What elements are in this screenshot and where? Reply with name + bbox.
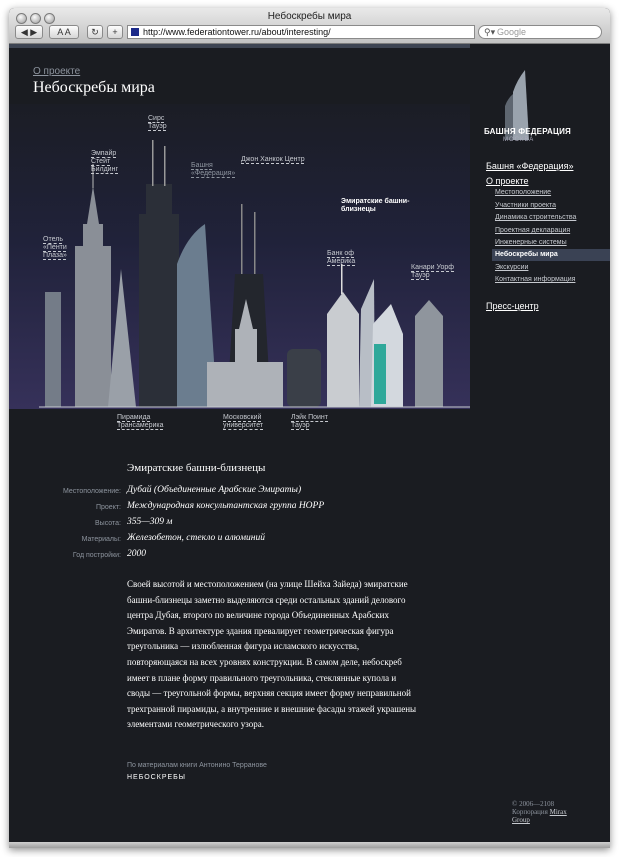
add-bookmark-button[interactable]: + (107, 25, 123, 39)
browser-window (9, 8, 610, 848)
field-value-year: 2000 (127, 549, 146, 559)
building-label-empire-state[interactable] (91, 150, 118, 174)
footer-company (512, 808, 567, 816)
sidebar-subitem-skyscrapers[interactable]: Небоскребы мира (492, 249, 610, 261)
building-transamerica (108, 269, 136, 407)
site-favicon-icon (131, 28, 139, 36)
back-forward-button[interactable]: ◀ ▶ (15, 25, 43, 39)
building-label-emirates[interactable] (341, 198, 409, 214)
field-label-location: Местоположение: (62, 488, 121, 495)
search-icon: ⚲▾ (484, 27, 496, 37)
sidebar-subitem-contacts[interactable]: Контактная информация (495, 276, 576, 283)
book-title: НЕБОСКРЕБЫ (127, 774, 186, 781)
label-text: Эмпайр Стейт Билдинг (91, 150, 119, 173)
sidebar-subitem-excursions[interactable]: Экскурсии (495, 264, 529, 271)
field-label-height: Высота: (95, 520, 121, 527)
sidebar-subitem-construction[interactable]: Динамика строительства (495, 214, 577, 221)
building-label-transamerica[interactable] (117, 414, 164, 430)
field-value-location: Дубай (Объединенные Арабские Эмираты) (127, 485, 302, 495)
field-value-materials: Железобетон, стекло и алюминий (127, 533, 265, 543)
label-text: Лэйк Поинт Тауэр (291, 414, 328, 429)
titlebar (9, 8, 610, 44)
field-label-project: Проект: (95, 504, 121, 511)
label-text: Банк оф Америка (327, 250, 356, 265)
sidebar-item-press-center[interactable]: Пресс-центр (486, 301, 539, 311)
skyline-illustration (9, 104, 470, 409)
building-empire-state (75, 164, 111, 407)
label-text: Джон Ханкок Центр (241, 156, 305, 163)
search-input[interactable] (478, 25, 602, 39)
address-bar[interactable] (127, 25, 475, 39)
source-note: По материалам книги Антонино Терранове (127, 762, 267, 769)
field-value-project: Международная консультантская группа НОРР (127, 501, 325, 511)
page-content (9, 44, 610, 842)
building-label-penta-plaza[interactable] (43, 236, 67, 260)
top-strip (9, 44, 470, 48)
page-title: Небоскребы мира (33, 79, 155, 96)
building-label-sears[interactable] (148, 115, 167, 131)
footer (512, 800, 567, 824)
description-text: Своей высотой и местоположением (на улице Шейха Зайеда) эмиратские башни-близнецы заметно выделяются среди остальных зданий делового центра Дубая, второго по величине города Объединенных Арабских Эмиратов. В архитектуре здания превалирует геометрическая фигура треугольника — излюбленная фигура исламского искусства, повторяющаяся на всех уровнях конструкции. В самом деле, небоскреб имеет в плане форму правильного треугольника, стеклянные купола и своды — треугольной формы, верхняя секция имеет форму неправильной трехгранной пирамиды, а внутренние и внешние фасады этажей украшены элементами геометрического узора. (127, 579, 417, 730)
building-emirates-towers (359, 279, 403, 407)
label-text: Отель «Пенти Плаза» (43, 236, 67, 259)
field-value-height: 355—309 м (127, 517, 173, 527)
field-label-materials: Материалы: (81, 536, 121, 543)
label-text: Московский университет (223, 414, 264, 429)
address-url: http://www.federationtower.ru/about/interesting/ (143, 27, 331, 37)
search-placeholder: Google (497, 27, 527, 37)
building-label-hancock[interactable] (241, 156, 305, 164)
footer-company-link[interactable]: Mirax (549, 808, 567, 816)
label-text: Сирс Тауэр (148, 115, 167, 130)
footer-company-prefix: Корпорация (512, 808, 548, 816)
field-label-year: Год постройки: (72, 552, 121, 559)
text-size-button[interactable]: A A (49, 25, 79, 39)
building-moscow-university (207, 299, 283, 407)
building-canary-wharf (415, 300, 443, 407)
reload-button[interactable]: ↻ (87, 25, 103, 39)
sidebar-subitem-declaration[interactable]: Проектная декларация (495, 227, 571, 234)
sidebar-subitem-engineering[interactable]: Инженерные системы (495, 239, 567, 246)
footer-company-link-2 (512, 816, 567, 824)
logo-city: МОСКВА (503, 137, 535, 143)
label-text: Канари Уорф Тауэр (411, 264, 455, 279)
sidebar-item-about-project[interactable]: О проекте (486, 176, 529, 186)
footer-years: © 2006—2108 (512, 800, 555, 808)
sidebar-subitem-participants[interactable]: Участники проекта (495, 202, 557, 209)
building-penta-plaza (45, 292, 61, 407)
building-bank-of-america (327, 264, 359, 407)
building-sears-tower (139, 140, 179, 407)
label-text: Пирамида Трансамерика (117, 414, 164, 429)
building-label-moscow-university[interactable] (223, 414, 263, 430)
window-bottom-bar (9, 842, 610, 848)
label-text: Башня «Федерация» (191, 162, 236, 177)
breadcrumb-link[interactable]: О проекте (33, 66, 81, 77)
building-label-lake-point[interactable] (291, 414, 328, 430)
skyline-panel (9, 104, 470, 409)
detail-title: Эмиратские башни-близнецы (127, 462, 266, 474)
building-label-bank-of-america[interactable] (327, 250, 355, 266)
building-label-canary-wharf[interactable] (411, 264, 454, 280)
window-title: Небоскребы мира (267, 11, 352, 22)
footer-company-link2-text[interactable]: Group (512, 816, 530, 824)
building-lake-point (287, 349, 321, 407)
sidebar-item-federation-tower[interactable]: Башня «Федерация» (486, 161, 574, 171)
sidebar-subitem-location[interactable]: Местоположение (495, 189, 552, 196)
label-text: Эмиратские башни- близнецы (341, 198, 410, 213)
building-label-federation[interactable] (191, 162, 235, 178)
logo-name: БАШНЯ ФЕДЕРАЦИЯ (484, 127, 571, 136)
